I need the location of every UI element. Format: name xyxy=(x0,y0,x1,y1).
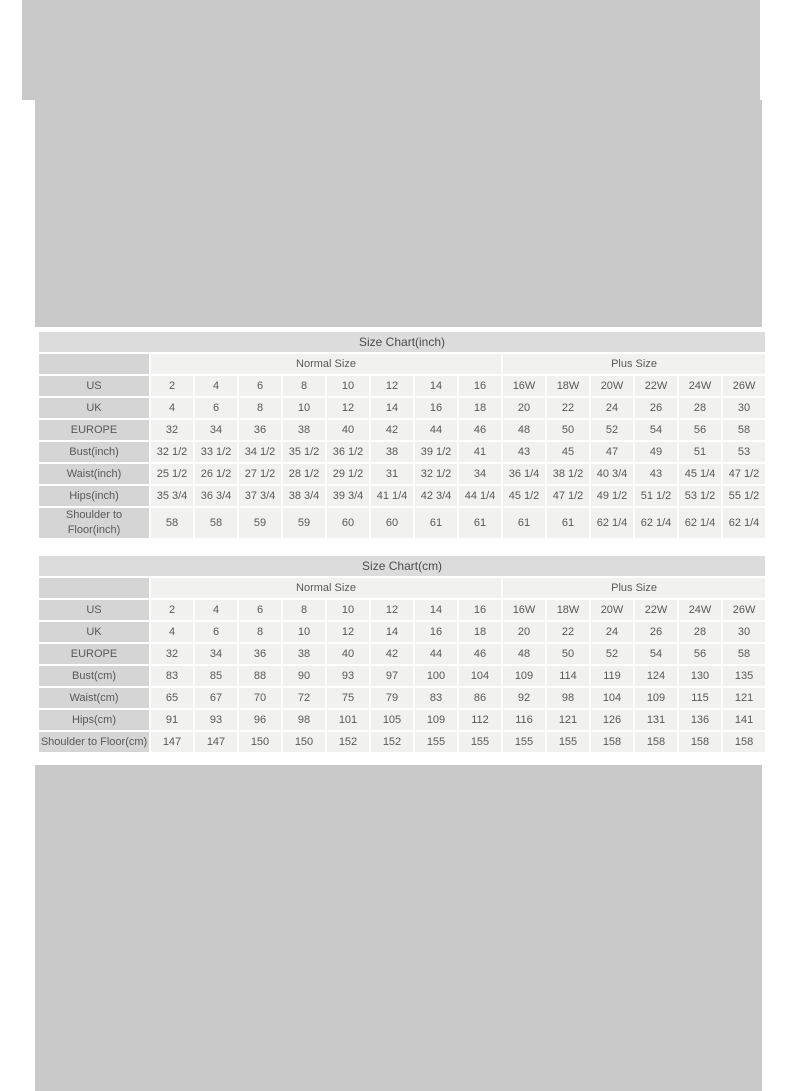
size-value-cell: 8 xyxy=(239,622,281,642)
size-value-cell: 90 xyxy=(283,666,325,686)
row-label: US xyxy=(39,376,149,396)
size-value-cell: 18 xyxy=(459,398,501,418)
size-value-cell: 86 xyxy=(459,688,501,708)
table-row xyxy=(39,420,765,440)
size-value-cell: 16W xyxy=(503,376,545,396)
size-value-cell: 22 xyxy=(547,622,589,642)
size-value-cell: 20 xyxy=(503,398,545,418)
size-value-cell: 14 xyxy=(371,622,413,642)
size-value-cell: 58 xyxy=(151,508,193,538)
size-value-cell: 18W xyxy=(547,376,589,396)
row-label: UK xyxy=(39,622,149,642)
size-value-cell: 109 xyxy=(635,688,677,708)
size-value-cell: 2 xyxy=(151,376,193,396)
size-value-cell: 147 xyxy=(151,732,193,752)
size-value-cell: 44 xyxy=(415,420,457,440)
size-value-cell: 147 xyxy=(195,732,237,752)
row-label: Shoulder to Floor(cm) xyxy=(39,732,149,752)
size-value-cell: 30 xyxy=(723,622,765,642)
size-value-cell: 96 xyxy=(239,710,281,730)
size-value-cell: 53 1/2 xyxy=(679,486,721,506)
size-value-cell: 44 xyxy=(415,644,457,664)
size-chart-inch-table xyxy=(37,330,767,540)
size-value-cell: 16 xyxy=(415,398,457,418)
size-value-cell: 40 3/4 xyxy=(591,464,633,484)
size-value-cell: 22W xyxy=(635,376,677,396)
size-value-cell: 62 1/4 xyxy=(723,508,765,538)
size-value-cell: 126 xyxy=(591,710,633,730)
row-label: Bust(cm) xyxy=(39,666,149,686)
size-group-header: Plus Size xyxy=(503,354,765,374)
size-value-cell: 44 1/4 xyxy=(459,486,501,506)
size-value-cell: 49 1/2 xyxy=(591,486,633,506)
size-value-cell: 46 xyxy=(459,420,501,440)
size-value-cell: 16 xyxy=(459,376,501,396)
size-value-cell: 6 xyxy=(239,600,281,620)
size-value-cell: 135 xyxy=(723,666,765,686)
size-value-cell: 62 1/4 xyxy=(635,508,677,538)
size-value-cell: 46 xyxy=(459,644,501,664)
size-value-cell: 41 1/4 xyxy=(371,486,413,506)
size-chart-cm-table xyxy=(37,554,767,754)
size-chart-title: Size Chart(inch) xyxy=(39,332,765,352)
table-row xyxy=(39,710,765,730)
size-value-cell: 33 1/2 xyxy=(195,442,237,462)
row-label: Waist(inch) xyxy=(39,464,149,484)
size-value-cell: 6 xyxy=(195,398,237,418)
row-label: EUROPE xyxy=(39,420,149,440)
size-value-cell: 97 xyxy=(371,666,413,686)
size-value-cell: 98 xyxy=(283,710,325,730)
size-value-cell: 131 xyxy=(635,710,677,730)
size-value-cell: 14 xyxy=(415,376,457,396)
size-value-cell: 22W xyxy=(635,600,677,620)
size-value-cell: 158 xyxy=(723,732,765,752)
size-value-cell: 36 3/4 xyxy=(195,486,237,506)
size-value-cell: 152 xyxy=(371,732,413,752)
size-value-cell: 12 xyxy=(327,398,369,418)
size-value-cell: 42 xyxy=(371,420,413,440)
table-row xyxy=(39,666,765,686)
size-value-cell: 150 xyxy=(239,732,281,752)
size-value-cell: 158 xyxy=(591,732,633,752)
table-row xyxy=(39,376,765,396)
size-value-cell: 10 xyxy=(283,398,325,418)
size-value-cell: 26W xyxy=(723,376,765,396)
size-value-cell: 32 1/2 xyxy=(151,442,193,462)
product-image-placeholder-top-lower xyxy=(35,100,762,327)
size-value-cell: 114 xyxy=(547,666,589,686)
size-value-cell: 24 xyxy=(591,398,633,418)
size-value-cell: 141 xyxy=(723,710,765,730)
size-value-cell: 4 xyxy=(151,398,193,418)
size-value-cell: 12 xyxy=(371,600,413,620)
size-value-cell: 36 1/2 xyxy=(327,442,369,462)
size-value-cell: 55 1/2 xyxy=(723,486,765,506)
size-value-cell: 29 1/2 xyxy=(327,464,369,484)
size-value-cell: 93 xyxy=(195,710,237,730)
size-value-cell: 85 xyxy=(195,666,237,686)
size-value-cell: 32 xyxy=(151,420,193,440)
size-value-cell: 38 xyxy=(283,644,325,664)
size-value-cell: 155 xyxy=(459,732,501,752)
size-value-cell: 51 1/2 xyxy=(635,486,677,506)
size-value-cell: 88 xyxy=(239,666,281,686)
size-value-cell: 16W xyxy=(503,600,545,620)
row-label: Bust(inch) xyxy=(39,442,149,462)
size-value-cell: 61 xyxy=(459,508,501,538)
table-row xyxy=(39,398,765,418)
size-value-cell: 59 xyxy=(239,508,281,538)
size-value-cell: 28 xyxy=(679,622,721,642)
size-value-cell: 34 xyxy=(195,420,237,440)
size-value-cell: 100 xyxy=(415,666,457,686)
size-value-cell: 32 xyxy=(151,644,193,664)
size-value-cell: 155 xyxy=(547,732,589,752)
size-value-cell: 59 xyxy=(283,508,325,538)
size-value-cell: 28 xyxy=(679,398,721,418)
size-value-cell: 109 xyxy=(415,710,457,730)
size-value-cell: 8 xyxy=(239,398,281,418)
size-value-cell: 45 1/4 xyxy=(679,464,721,484)
table-row xyxy=(39,464,765,484)
size-value-cell: 83 xyxy=(415,688,457,708)
size-value-cell: 79 xyxy=(371,688,413,708)
size-value-cell: 91 xyxy=(151,710,193,730)
size-group-header: Normal Size xyxy=(151,578,501,598)
row-label: EUROPE xyxy=(39,644,149,664)
size-value-cell: 152 xyxy=(327,732,369,752)
size-value-cell: 60 xyxy=(371,508,413,538)
table-row xyxy=(39,732,765,752)
size-value-cell: 32 1/2 xyxy=(415,464,457,484)
size-value-cell: 112 xyxy=(459,710,501,730)
size-value-cell: 47 xyxy=(591,442,633,462)
size-value-cell: 50 xyxy=(547,420,589,440)
size-value-cell: 65 xyxy=(151,688,193,708)
table-row xyxy=(39,644,765,664)
size-value-cell: 36 xyxy=(239,644,281,664)
size-value-cell: 35 3/4 xyxy=(151,486,193,506)
product-image-placeholder-bottom xyxy=(35,765,762,1091)
size-value-cell: 38 3/4 xyxy=(283,486,325,506)
row-label: Hips(cm) xyxy=(39,710,149,730)
size-value-cell: 83 xyxy=(151,666,193,686)
size-value-cell: 27 1/2 xyxy=(239,464,281,484)
size-value-cell: 34 xyxy=(195,644,237,664)
size-value-cell: 158 xyxy=(679,732,721,752)
size-value-cell: 10 xyxy=(283,622,325,642)
size-value-cell: 10 xyxy=(327,376,369,396)
size-group-header: Plus Size xyxy=(503,578,765,598)
size-value-cell: 26W xyxy=(723,600,765,620)
size-value-cell: 54 xyxy=(635,420,677,440)
size-value-cell: 20W xyxy=(591,600,633,620)
size-value-cell: 18W xyxy=(547,600,589,620)
size-value-cell: 116 xyxy=(503,710,545,730)
size-value-cell: 54 xyxy=(635,644,677,664)
size-value-cell: 45 1/2 xyxy=(503,486,545,506)
size-group-header: Normal Size xyxy=(151,354,501,374)
size-value-cell: 50 xyxy=(547,644,589,664)
size-value-cell: 72 xyxy=(283,688,325,708)
size-value-cell: 20W xyxy=(591,376,633,396)
size-value-cell: 37 3/4 xyxy=(239,486,281,506)
size-value-cell: 2 xyxy=(151,600,193,620)
size-value-cell: 49 xyxy=(635,442,677,462)
size-value-cell: 105 xyxy=(371,710,413,730)
size-value-cell: 158 xyxy=(635,732,677,752)
size-chart-section xyxy=(37,330,763,754)
size-value-cell: 10 xyxy=(327,600,369,620)
row-label: US xyxy=(39,600,149,620)
size-value-cell: 8 xyxy=(283,376,325,396)
size-value-cell: 36 xyxy=(239,420,281,440)
size-value-cell: 43 xyxy=(635,464,677,484)
size-value-cell: 42 xyxy=(371,644,413,664)
size-value-cell: 14 xyxy=(371,398,413,418)
table-row xyxy=(39,600,765,620)
size-value-cell: 45 xyxy=(547,442,589,462)
size-value-cell: 39 1/2 xyxy=(415,442,457,462)
size-value-cell: 36 1/4 xyxy=(503,464,545,484)
size-value-cell: 8 xyxy=(283,600,325,620)
size-value-cell: 20 xyxy=(503,622,545,642)
size-value-cell: 40 xyxy=(327,644,369,664)
size-value-cell: 104 xyxy=(459,666,501,686)
size-value-cell: 93 xyxy=(327,666,369,686)
row-label: Waist(cm) xyxy=(39,688,149,708)
size-value-cell: 38 1/2 xyxy=(547,464,589,484)
size-value-cell: 98 xyxy=(547,688,589,708)
size-value-cell: 48 xyxy=(503,420,545,440)
size-value-cell: 26 1/2 xyxy=(195,464,237,484)
size-value-cell: 35 1/2 xyxy=(283,442,325,462)
size-value-cell: 75 xyxy=(327,688,369,708)
size-value-cell: 24 xyxy=(591,622,633,642)
size-value-cell: 56 xyxy=(679,420,721,440)
size-value-cell: 136 xyxy=(679,710,721,730)
size-value-cell: 109 xyxy=(503,666,545,686)
size-value-cell: 115 xyxy=(679,688,721,708)
size-value-cell: 38 xyxy=(283,420,325,440)
table-row xyxy=(39,688,765,708)
size-value-cell: 12 xyxy=(327,622,369,642)
size-value-cell: 6 xyxy=(195,622,237,642)
size-value-cell: 121 xyxy=(547,710,589,730)
size-value-cell: 22 xyxy=(547,398,589,418)
size-value-cell: 70 xyxy=(239,688,281,708)
size-value-cell: 6 xyxy=(239,376,281,396)
size-value-cell: 61 xyxy=(547,508,589,538)
size-value-cell: 155 xyxy=(415,732,457,752)
table-row xyxy=(39,508,765,538)
size-value-cell: 121 xyxy=(723,688,765,708)
size-value-cell: 124 xyxy=(635,666,677,686)
row-label: Hips(inch) xyxy=(39,486,149,506)
size-value-cell: 47 1/2 xyxy=(723,464,765,484)
size-value-cell: 31 xyxy=(371,464,413,484)
size-value-cell: 26 xyxy=(635,622,677,642)
size-value-cell: 48 xyxy=(503,644,545,664)
corner-cell xyxy=(39,578,149,598)
size-value-cell: 18 xyxy=(459,622,501,642)
size-value-cell: 52 xyxy=(591,420,633,440)
table-row xyxy=(39,622,765,642)
size-value-cell: 30 xyxy=(723,398,765,418)
size-value-cell: 16 xyxy=(459,600,501,620)
size-chart-title: Size Chart(cm) xyxy=(39,556,765,576)
size-value-cell: 14 xyxy=(415,600,457,620)
size-value-cell: 4 xyxy=(151,622,193,642)
size-value-cell: 58 xyxy=(723,420,765,440)
size-value-cell: 52 xyxy=(591,644,633,664)
size-value-cell: 28 1/2 xyxy=(283,464,325,484)
size-value-cell: 150 xyxy=(283,732,325,752)
size-value-cell: 51 xyxy=(679,442,721,462)
size-value-cell: 4 xyxy=(195,376,237,396)
size-value-cell: 42 3/4 xyxy=(415,486,457,506)
size-value-cell: 67 xyxy=(195,688,237,708)
size-value-cell: 26 xyxy=(635,398,677,418)
size-value-cell: 43 xyxy=(503,442,545,462)
size-value-cell: 60 xyxy=(327,508,369,538)
size-value-cell: 24W xyxy=(679,600,721,620)
size-value-cell: 40 xyxy=(327,420,369,440)
size-value-cell: 62 1/4 xyxy=(591,508,633,538)
size-value-cell: 47 1/2 xyxy=(547,486,589,506)
size-value-cell: 62 1/4 xyxy=(679,508,721,538)
size-value-cell: 4 xyxy=(195,600,237,620)
size-value-cell: 56 xyxy=(679,644,721,664)
size-value-cell: 25 1/2 xyxy=(151,464,193,484)
size-value-cell: 130 xyxy=(679,666,721,686)
row-label: UK xyxy=(39,398,149,418)
row-label: Shoulder to Floor(inch) xyxy=(39,508,149,538)
size-value-cell: 61 xyxy=(503,508,545,538)
size-value-cell: 24W xyxy=(679,376,721,396)
size-value-cell: 104 xyxy=(591,688,633,708)
size-value-cell: 39 3/4 xyxy=(327,486,369,506)
size-value-cell: 92 xyxy=(503,688,545,708)
table-row xyxy=(39,486,765,506)
size-value-cell: 12 xyxy=(371,376,413,396)
size-value-cell: 58 xyxy=(723,644,765,664)
size-value-cell: 155 xyxy=(503,732,545,752)
size-value-cell: 34 1/2 xyxy=(239,442,281,462)
size-value-cell: 61 xyxy=(415,508,457,538)
size-value-cell: 58 xyxy=(195,508,237,538)
size-value-cell: 38 xyxy=(371,442,413,462)
size-value-cell: 41 xyxy=(459,442,501,462)
size-value-cell: 119 xyxy=(591,666,633,686)
size-value-cell: 101 xyxy=(327,710,369,730)
table-row xyxy=(39,442,765,462)
size-value-cell: 53 xyxy=(723,442,765,462)
size-value-cell: 34 xyxy=(459,464,501,484)
size-value-cell: 16 xyxy=(415,622,457,642)
corner-cell xyxy=(39,354,149,374)
product-image-placeholder-top xyxy=(22,0,760,100)
